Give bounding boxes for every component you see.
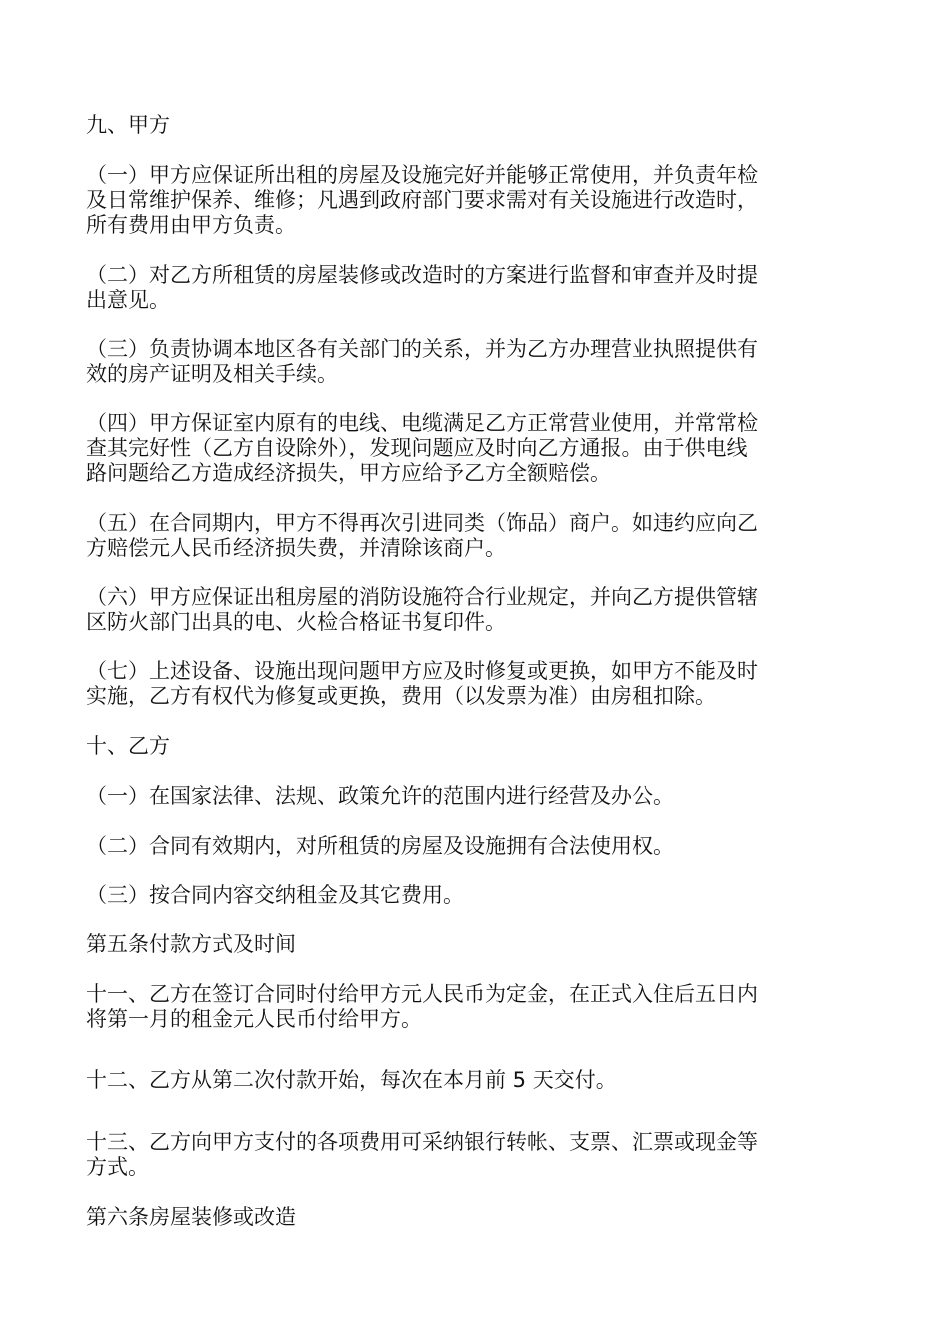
clause-twelve bbox=[86, 1068, 866, 1093]
clause-nine-4 bbox=[86, 411, 866, 486]
text-line: 实施，乙方有权代为修复或更换，费用（以发票为准）由房租扣除。 bbox=[86, 684, 716, 708]
clause-thirteen bbox=[86, 1130, 866, 1180]
text-line: （二）对乙方所租赁的房屋装修或改造时的方案进行监督和审查并及时提 bbox=[86, 263, 758, 287]
text-line: 效的房产证明及相关手续。 bbox=[86, 362, 338, 386]
text-line: （四）甲方保证室内原有的电线、电缆满足乙方正常营业使用，并常常检 bbox=[86, 411, 758, 435]
text-line: 十二、乙方从第二次付款开始，每次在本月前 5 天交付。 bbox=[86, 1068, 617, 1092]
text-line: （三）按合同内容交纳租金及其它费用。 bbox=[86, 883, 464, 907]
text-line: 查其完好性（乙方自设除外），发现问题应及时向乙方通报。由于供电线 bbox=[86, 436, 748, 460]
text-line: 十、乙方 bbox=[86, 734, 170, 758]
text-line: 及日常维护保养、维修；凡遇到政府部门要求需对有关设施进行改造时， bbox=[86, 188, 758, 212]
text-line: 将第一月的租金元人民币付给甲方。 bbox=[86, 1007, 422, 1031]
text-line: （七）上述设备、设施出现问题甲方应及时修复或更换，如甲方不能及时 bbox=[86, 659, 758, 683]
clause-nine-5 bbox=[86, 511, 866, 561]
clause-nine-3 bbox=[86, 337, 866, 387]
text-line: 方赔偿元人民币经济损失费，并清除该商户。 bbox=[86, 536, 506, 560]
clause-nine-2 bbox=[86, 263, 866, 313]
text-line: （五）在合同期内，甲方不得再次引进同类（饰品）商户。如违约应向乙 bbox=[86, 511, 758, 535]
text-line: （二）合同有效期内，对所租赁的房屋及设施拥有合法使用权。 bbox=[86, 834, 674, 858]
text-line: 十三、乙方向甲方支付的各项费用可采纳银行转帐、支票、汇票或现金等 bbox=[86, 1130, 758, 1154]
text-line: 第六条房屋装修或改造 bbox=[86, 1205, 296, 1229]
article-six-heading bbox=[86, 1205, 866, 1230]
text-line: （三）负责协调本地区各有关部门的关系，并为乙方办理营业执照提供有 bbox=[86, 337, 758, 361]
section-ten-heading bbox=[86, 734, 866, 759]
text-line: 出意见。 bbox=[86, 288, 170, 312]
clause-nine-6 bbox=[86, 585, 866, 635]
text-line: （六）甲方应保证出租房屋的消防设施符合行业规定，并向乙方提供管辖 bbox=[86, 585, 758, 609]
clause-ten-2 bbox=[86, 834, 866, 859]
text-line: 路问题给乙方造成经济损失，甲方应给予乙方全额赔偿。 bbox=[86, 461, 611, 485]
clause-eleven bbox=[86, 982, 866, 1032]
text-line: （一）甲方应保证所出租的房屋及设施完好并能够正常使用，并负责年检 bbox=[86, 163, 758, 187]
clause-ten-1 bbox=[86, 784, 866, 809]
text-line: 方式。 bbox=[86, 1155, 149, 1179]
text-line: （一）在国家法律、法规、政策允许的范围内进行经营及办公。 bbox=[86, 784, 674, 808]
text-line: 区防火部门出具的电、火检合格证书复印件。 bbox=[86, 610, 506, 634]
section-nine-heading bbox=[86, 113, 866, 138]
text-line: 十一、乙方在签订合同时付给甲方元人民币为定金，在正式入住后五日内 bbox=[86, 982, 758, 1006]
clause-nine-1 bbox=[86, 163, 866, 238]
text-line: 所有费用由甲方负责。 bbox=[86, 213, 296, 237]
text-line: 第五条付款方式及时间 bbox=[86, 932, 296, 956]
clause-ten-3 bbox=[86, 883, 866, 908]
clause-nine-7 bbox=[86, 659, 866, 709]
text-line: 九、甲方 bbox=[86, 113, 170, 137]
article-five-heading bbox=[86, 932, 866, 957]
